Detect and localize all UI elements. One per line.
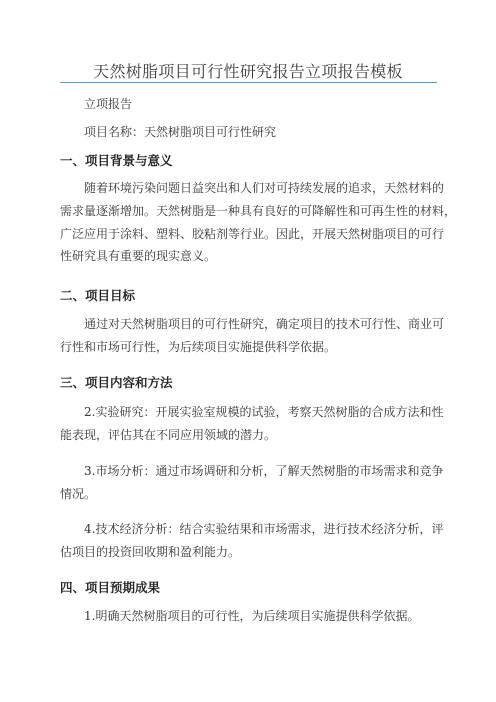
paragraph-line: 性研究具有重要的现实意义。 [60,249,217,263]
paragraph-line: 3.市场分析：通过市场调研和分析，了解天然树脂的市场需求和竞争 [84,464,444,478]
title-underline [60,82,437,83]
paragraph-line: 4.技术经济分析：结合实验结果和市场需求，进行技术经济分析，评 [84,522,444,536]
document-title: 天然树脂项目可行性研究报告立项报告模板 [93,62,403,81]
paragraph-line: 能表现，评估其在不同应用领域的潜力。 [60,428,277,442]
paragraph-line: 估项目的投资回收期和盈利能力。 [60,545,241,559]
section-heading-expected-results: 四、项目预期成果 [60,580,161,595]
paragraph-line: 2.实验研究：开展实验室规模的试验，考察天然树脂的合成方法和性 [84,405,444,419]
paragraph-line: 需求量逐渐增加。天然树脂是一种具有良好的可降解性和可再生性的材料， [60,204,457,218]
section-heading-goals: 二、项目目标 [60,288,136,303]
paragraph-line: 广泛应用于涂料、塑料、胶粘剂等行业。因此，开展天然树脂项目的可行 [60,227,445,241]
paragraph-line: 1.明确天然树脂项目的可行性，为后续项目实施提供科学依据。 [84,609,420,623]
paragraph-line: 随着环境污染问题日益突出和人们对可持续发展的追求，天然材料的 [84,181,445,195]
section-heading-content-methods: 三、项目内容和方法 [60,375,173,390]
project-name: 项目名称：天然树脂项目可行性研究 [84,125,277,139]
paragraph-line: 情况。 [60,487,97,501]
section-heading-background: 一、项目背景与意义 [60,153,173,168]
paragraph-line: 行性和市场可行性，为后续项目实施提供科学依据。 [60,340,337,354]
paragraph-line: 通过对天然树脂项目的可行性研究，确定项目的技术可行性、商业可 [84,317,445,331]
document-subtitle: 立项报告 [84,97,133,111]
